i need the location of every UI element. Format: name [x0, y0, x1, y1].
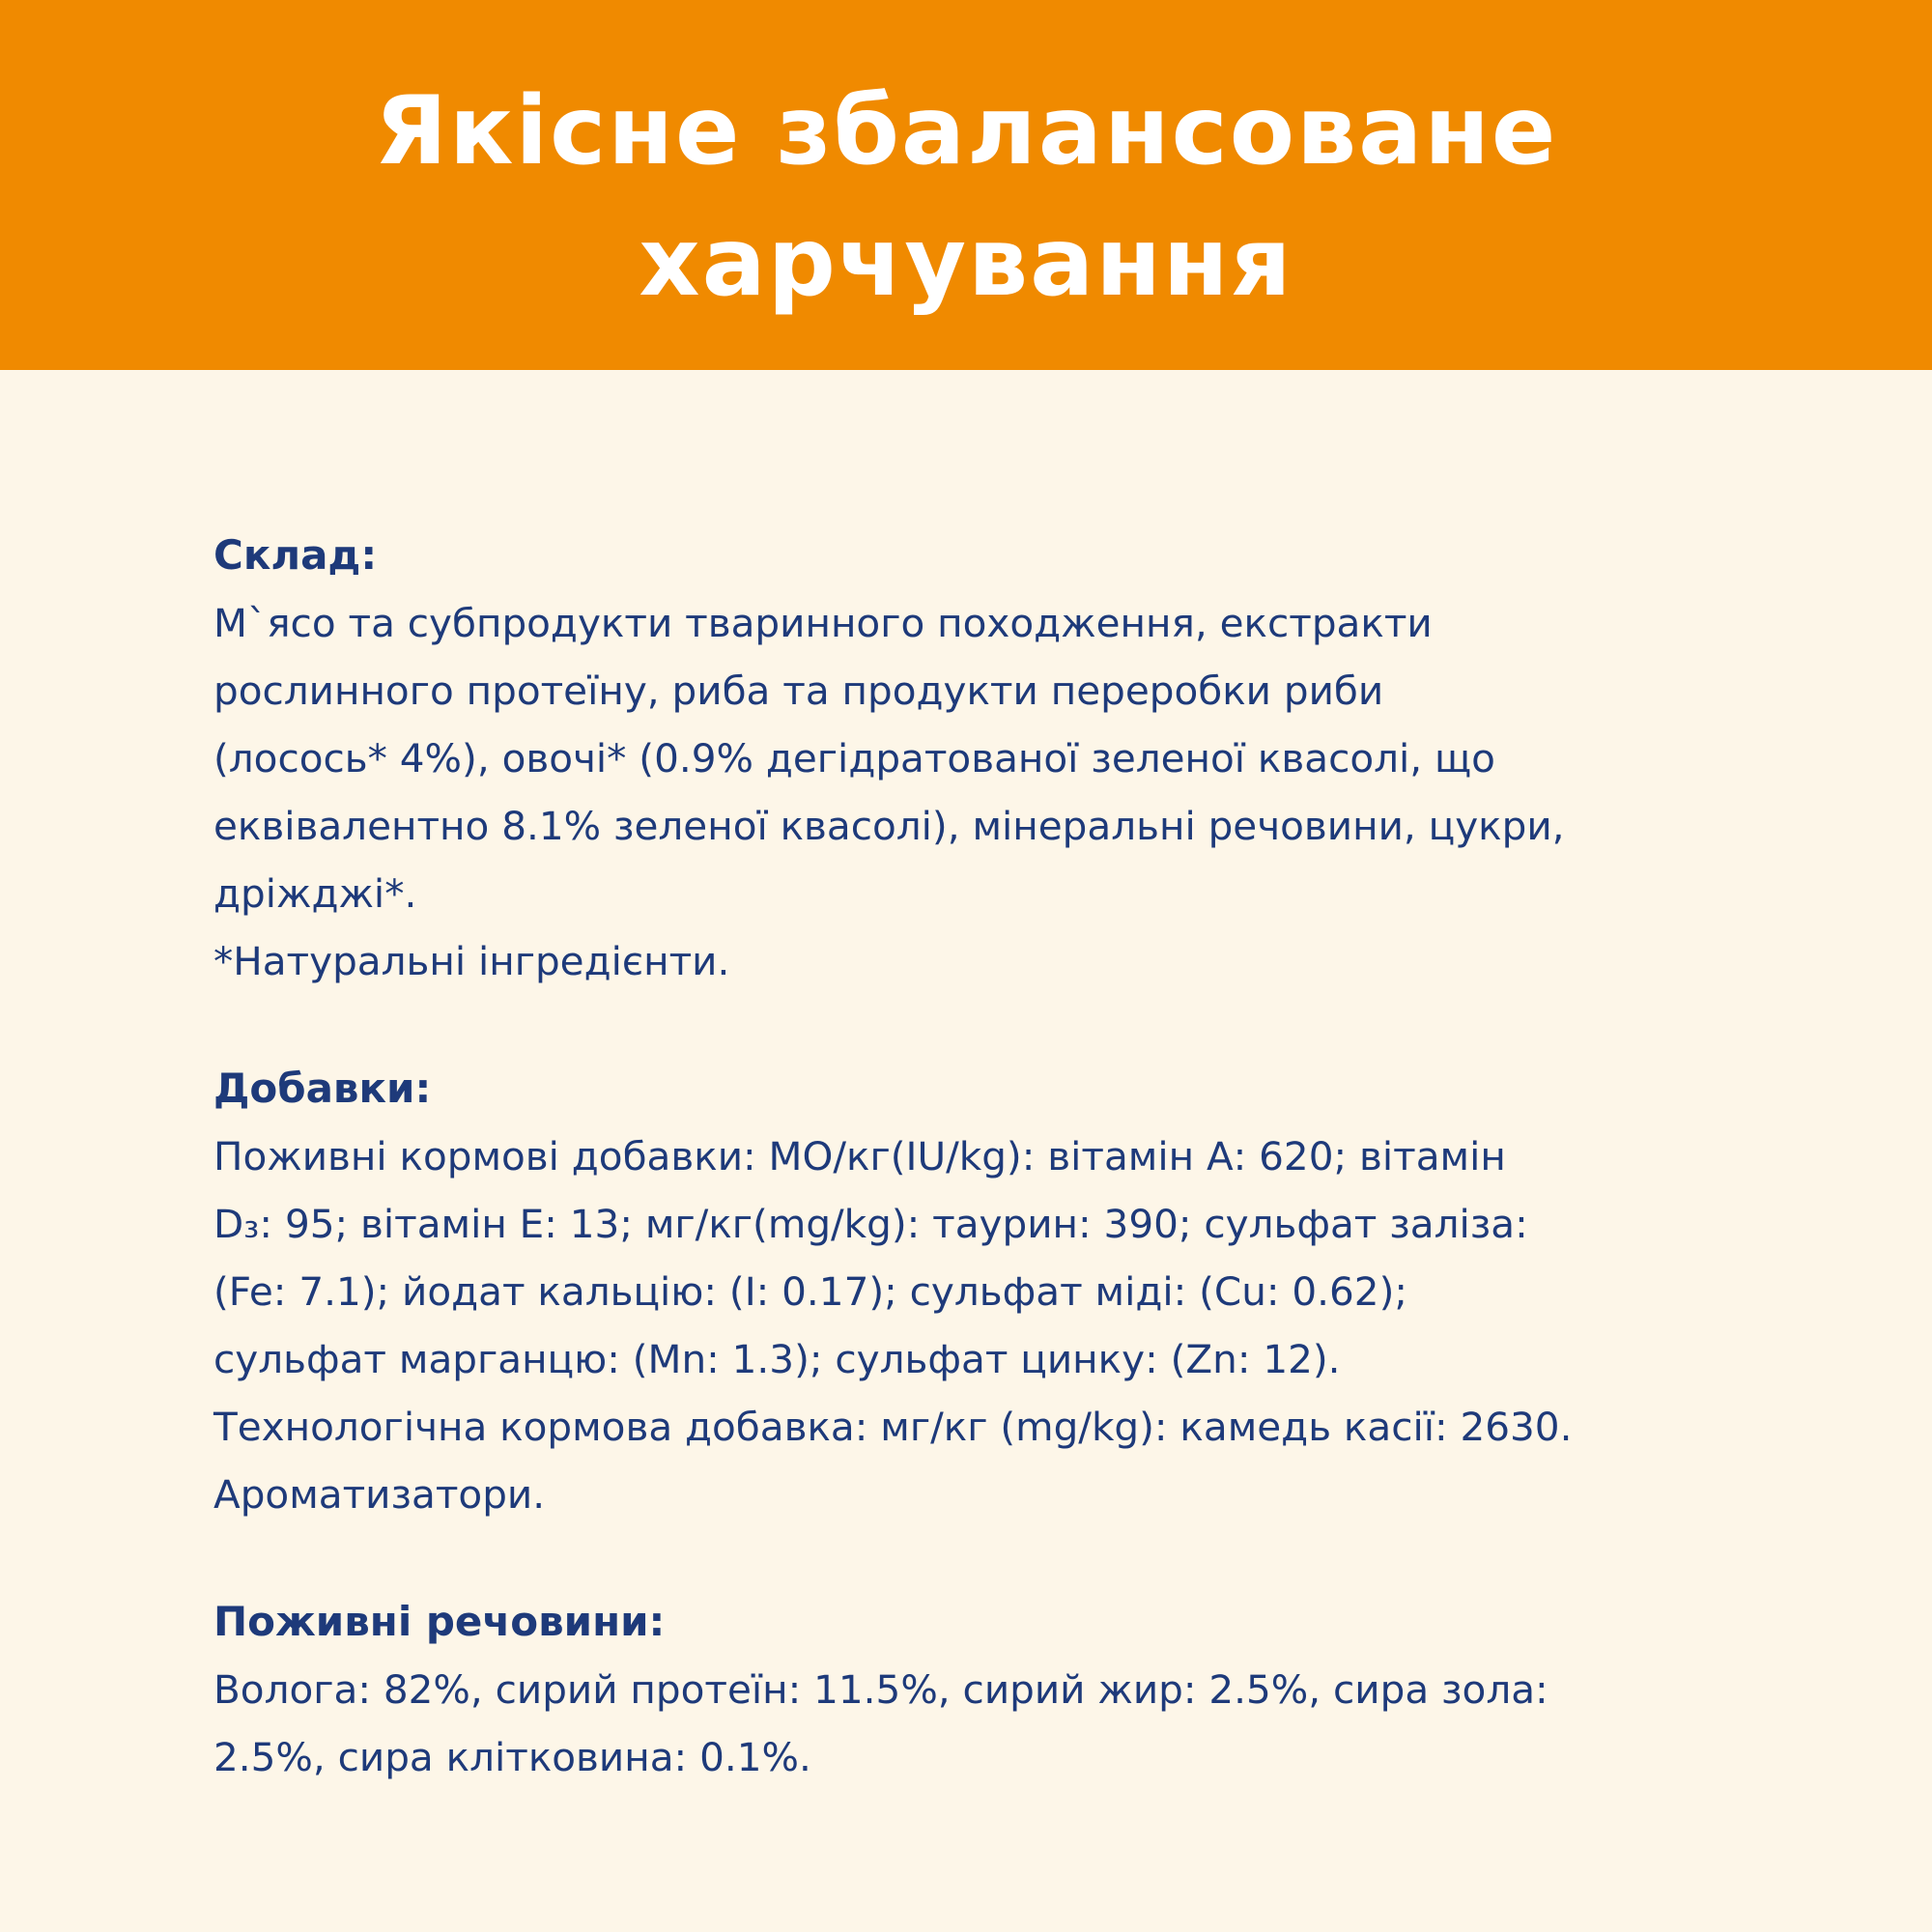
- additives-text: [213, 1122, 1778, 1528]
- additives-line: Ароматизатори.: [213, 1471, 546, 1518]
- composition-text: [213, 589, 1778, 995]
- additives-section: [213, 1055, 1778, 1528]
- header-banner: [0, 0, 1932, 370]
- composition-heading: Склад:: [213, 531, 378, 579]
- composition-line: М`ясо та субпродукти тваринного походження, екстракти: [213, 600, 1433, 646]
- composition-line: (лосось* 4%), овочі* (0.9% дегідратованої зеленої квасолі, що: [213, 735, 1495, 781]
- composition-section: [213, 522, 1778, 995]
- nutrients-line: 2.5%, сира клітковина: 0.1%.: [213, 1734, 811, 1780]
- nutrients-text: [213, 1656, 1778, 1791]
- additives-line: (Fe: 7.1); йодат кальцію: (I: 0.17); сульфат міді: (Cu: 0.62);: [213, 1268, 1408, 1315]
- product-info: [213, 522, 1778, 1851]
- nutrients-section: [213, 1588, 1778, 1791]
- additives-line: Технологічна кормова добавка: мг/кг (mg/kg): камедь касії: 2630.: [213, 1404, 1573, 1450]
- composition-line: дріжджі*.: [213, 870, 417, 917]
- nutrients-heading: Поживні речовини:: [213, 1598, 666, 1645]
- page-title-line-1: Якісне збалансоване: [374, 76, 1558, 186]
- additives-line: D₃: 95; вітамін Е: 13; мг/кг(mg/kg): таурин: 390; сульфат заліза:: [213, 1201, 1528, 1247]
- page-title: [0, 66, 1932, 328]
- nutrients-line: Волога: 82%, сирий протеїн: 11.5%, сирий жир: 2.5%, сира зола:: [213, 1666, 1548, 1713]
- additives-line: сульфат марганцю: (Mn: 1.3); сульфат цинку: (Zn: 12).: [213, 1336, 1341, 1382]
- additives-line: Поживні кормові добавки: МО/кг(IU/kg): вітамін А: 620; вітамін: [213, 1133, 1506, 1179]
- additives-heading: Добавки:: [213, 1065, 432, 1112]
- composition-line: еквівалентно 8.1% зеленої квасолі), мінеральні речовини, цукри,: [213, 803, 1565, 849]
- composition-line: рослинного протеїну, риба та продукти переробки риби: [213, 668, 1384, 714]
- natural-ingredients-note: *Натуральні інгредієнти.: [213, 938, 730, 984]
- page-title-line-2: харчування: [639, 208, 1293, 318]
